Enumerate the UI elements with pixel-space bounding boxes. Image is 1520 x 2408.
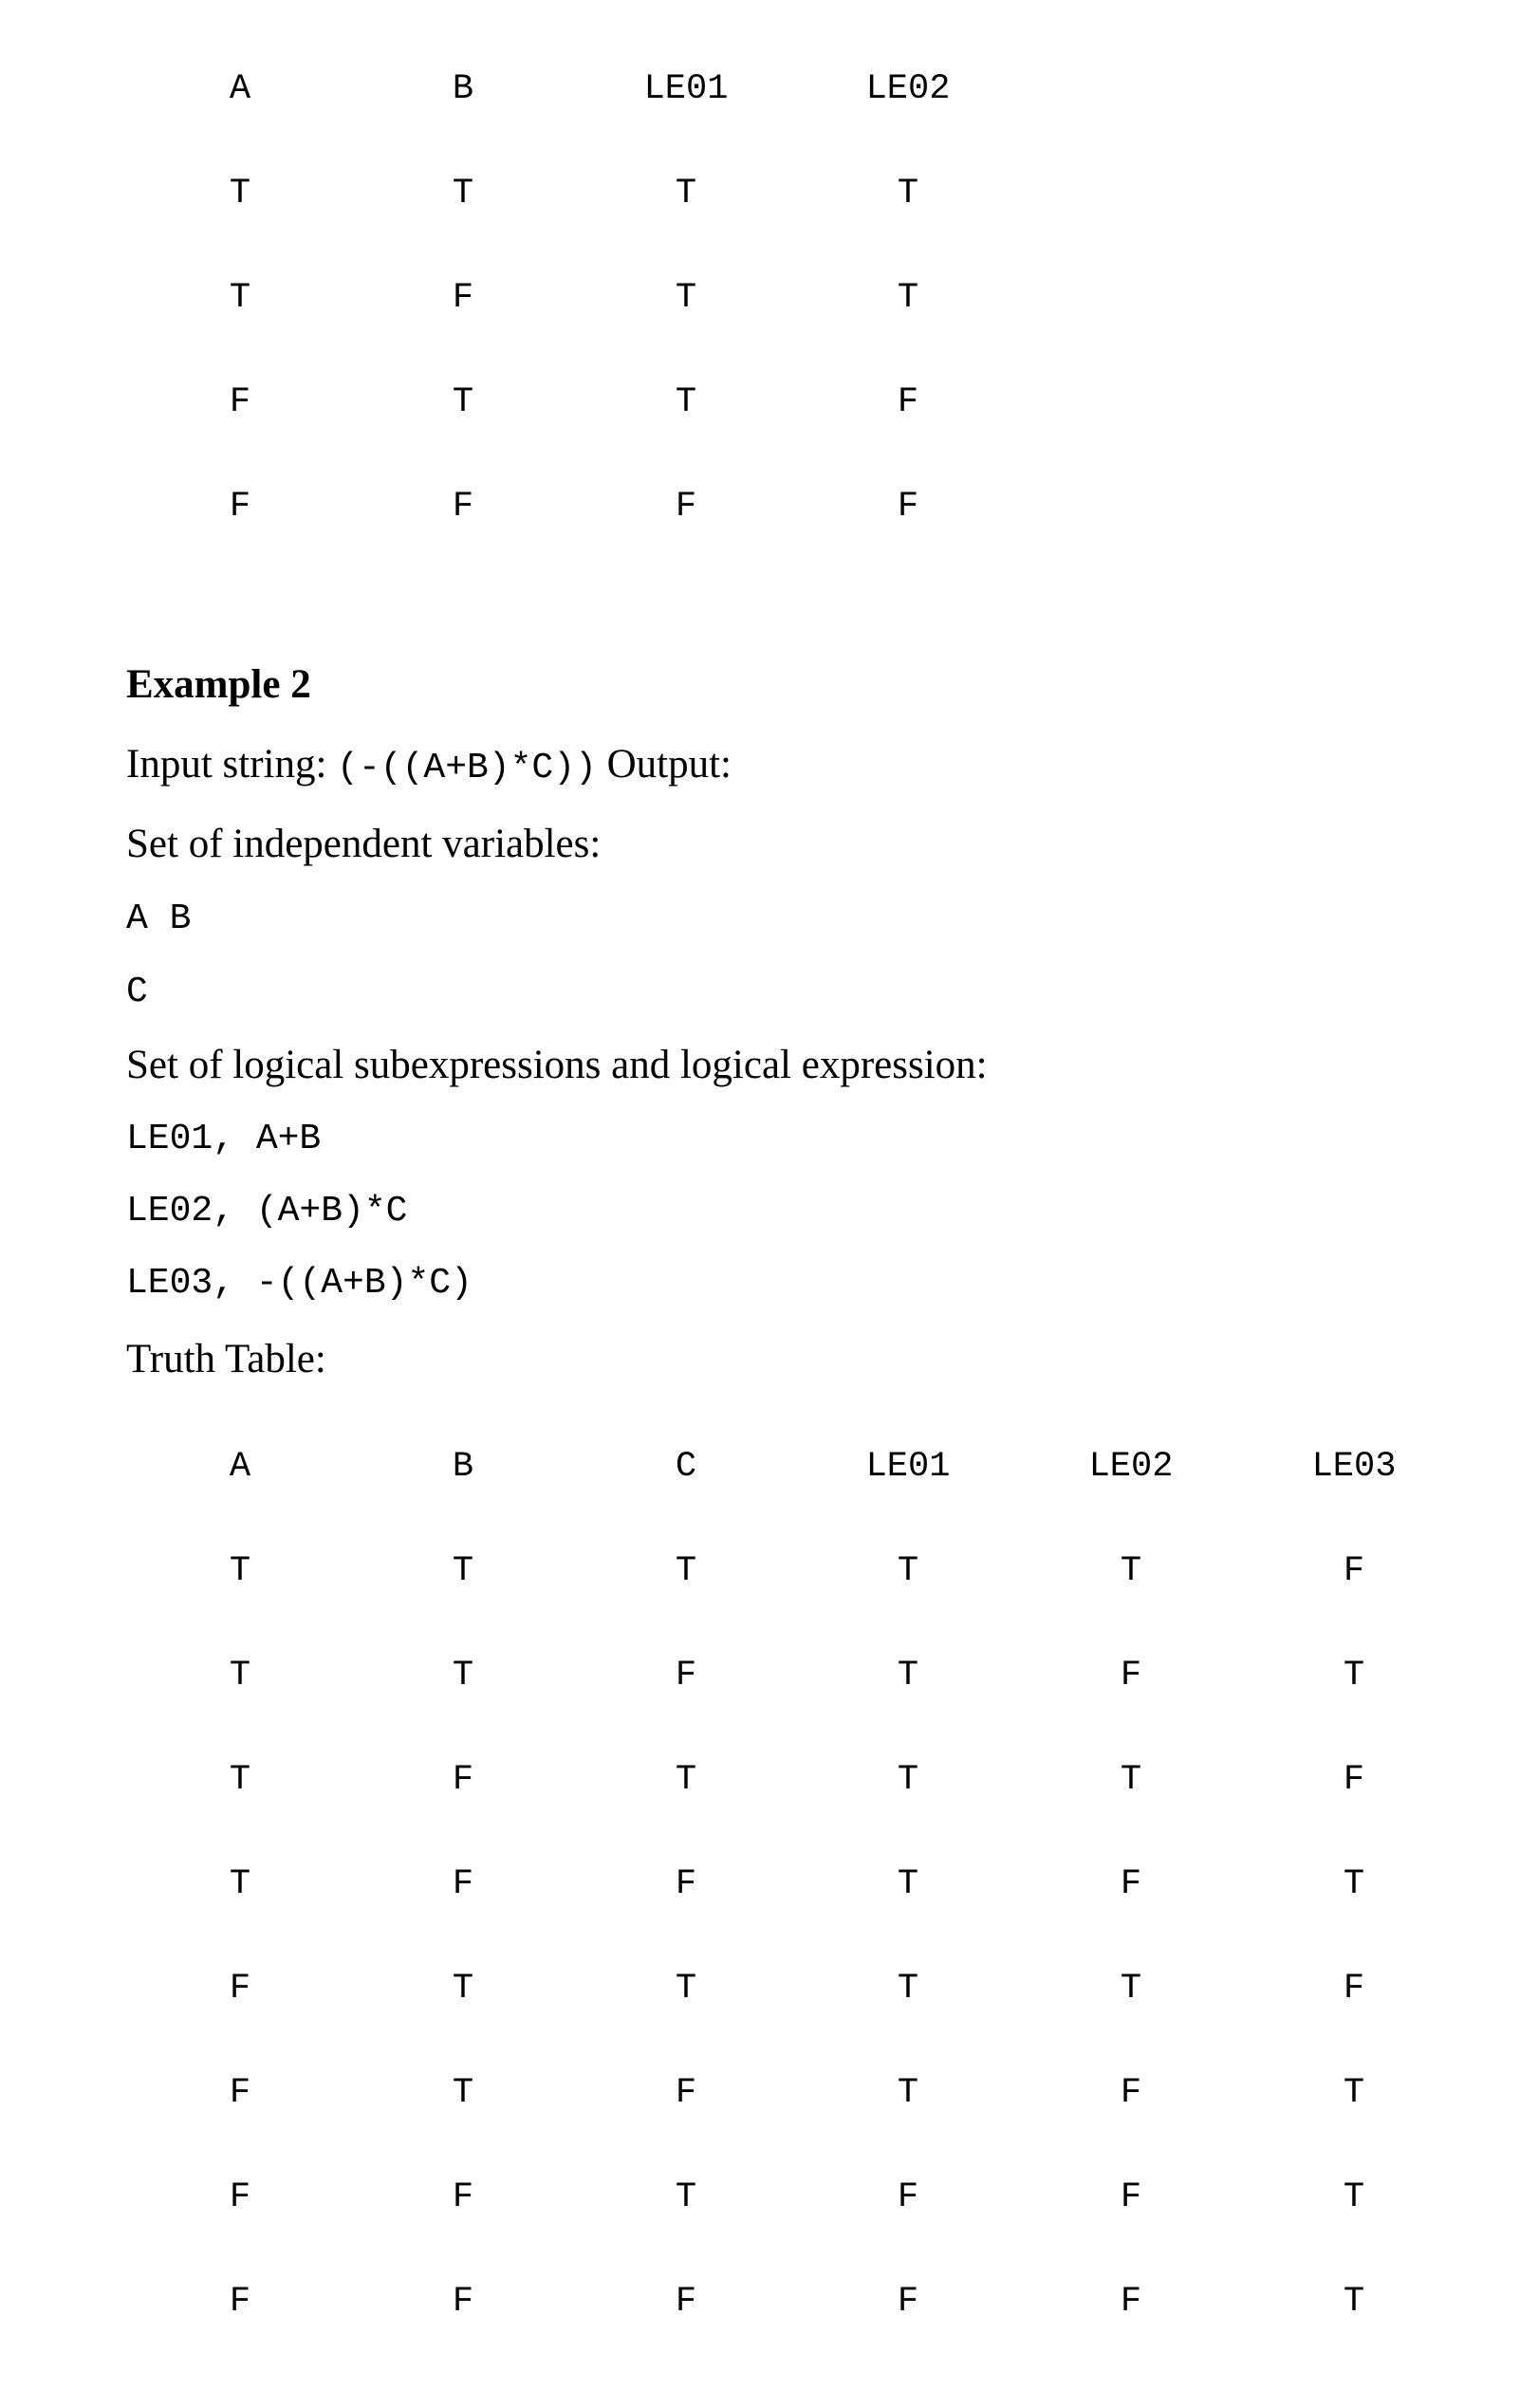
header-cell: LE02 — [865, 69, 951, 109]
table-row — [0, 1751, 1520, 1808]
table-row — [0, 478, 1520, 535]
table-cell: F — [229, 487, 251, 527]
table-cell: F — [229, 2177, 251, 2217]
table-cell: T — [452, 1656, 474, 1695]
table-row — [0, 1856, 1520, 1913]
table-header-row — [0, 61, 1520, 118]
table-cell: F — [452, 487, 474, 527]
input-string-label: Input string: — [126, 742, 327, 787]
table-cell: F — [675, 2282, 697, 2322]
input-string-line — [126, 738, 732, 795]
header-cell: B — [452, 69, 474, 109]
table-cell: F — [452, 2177, 474, 2217]
output-label: Output: — [606, 742, 732, 787]
table-cell: T — [229, 278, 251, 318]
table-cell: T — [452, 1551, 474, 1591]
table-cell: T — [675, 1551, 697, 1591]
table-cell: T — [1120, 1760, 1142, 1800]
table-cell: F — [452, 2282, 474, 2322]
table-cell: F — [229, 2073, 251, 2113]
table-cell: T — [1343, 1656, 1365, 1695]
table-cell: F — [452, 1864, 474, 1904]
table-cell: T — [675, 1969, 697, 2009]
header-cell: LE01 — [643, 69, 729, 109]
table-cell: F — [897, 2282, 919, 2322]
table-cell: T — [675, 278, 697, 318]
table-cell: T — [1120, 1969, 1142, 2009]
subexpressions-label: Set of logical subexpressions and logical expression: — [126, 1043, 988, 1087]
table-cell: F — [897, 382, 919, 422]
independent-variables-label: Set of independent variables: — [126, 822, 602, 866]
table-row — [0, 2065, 1520, 2121]
table-cell: T — [1120, 1551, 1142, 1591]
table-row — [0, 374, 1520, 431]
table-cell: F — [229, 382, 251, 422]
table-cell: T — [1343, 2282, 1365, 2322]
independent-variables-line: C — [126, 972, 148, 1012]
header-cell: C — [675, 1447, 697, 1487]
table-cell: T — [897, 2073, 919, 2113]
table-cell: T — [452, 2073, 474, 2113]
table-cell: F — [1343, 1760, 1365, 1800]
table-cell: T — [675, 174, 697, 213]
table-row — [0, 1960, 1520, 2017]
table-cell: T — [452, 382, 474, 422]
table-cell: F — [1120, 1656, 1142, 1695]
table-cell: T — [1343, 2073, 1365, 2113]
table-row — [0, 2273, 1520, 2330]
truth-table-label: Truth Table: — [126, 1337, 326, 1381]
table-cell: F — [675, 1864, 697, 1904]
table-cell: T — [897, 1969, 919, 2009]
table-cell: T — [1343, 2177, 1365, 2217]
header-cell: LE01 — [865, 1447, 951, 1487]
header-cell: A — [229, 1447, 251, 1487]
table-cell: F — [675, 1656, 697, 1695]
header-cell: B — [452, 1447, 474, 1487]
table-cell: T — [452, 1969, 474, 2009]
table-cell: T — [229, 1551, 251, 1591]
table-row — [0, 269, 1520, 326]
table-cell: F — [675, 487, 697, 527]
table-row — [0, 1647, 1520, 1704]
header-cell: A — [229, 69, 251, 109]
table-cell: F — [229, 2282, 251, 2322]
table-cell: F — [897, 487, 919, 527]
table-cell: F — [1120, 2177, 1142, 2217]
table-cell: T — [452, 174, 474, 213]
table-cell: F — [452, 1760, 474, 1800]
table-header-row — [0, 1438, 1520, 1495]
table-cell: T — [675, 382, 697, 422]
table-row — [0, 165, 1520, 222]
table-cell: T — [897, 1551, 919, 1591]
table-cell: F — [1343, 1969, 1365, 2009]
subexpression-line: LE03, -((A+B)*C) — [126, 1263, 473, 1304]
table-cell: T — [897, 1864, 919, 1904]
table-cell: F — [1120, 2282, 1142, 2322]
input-string-value: (-((A+B)*C)) — [337, 748, 597, 788]
table-cell: T — [897, 1656, 919, 1695]
independent-variables-line: A B — [126, 898, 192, 939]
table-row — [0, 2169, 1520, 2226]
table-cell: T — [229, 1760, 251, 1800]
table-cell: F — [675, 2073, 697, 2113]
table-cell: T — [229, 1864, 251, 1904]
table-cell: T — [675, 2177, 697, 2217]
header-cell: LE02 — [1088, 1447, 1174, 1487]
table-cell: T — [1343, 1864, 1365, 1904]
subexpression-line: LE02, (A+B)*C — [126, 1191, 408, 1232]
header-cell: LE03 — [1311, 1447, 1397, 1487]
table-cell: T — [675, 1760, 697, 1800]
subexpression-line: LE01, A+B — [126, 1119, 322, 1159]
example-heading: Example 2 — [126, 662, 311, 707]
table-row — [0, 1543, 1520, 1600]
table-cell: F — [1120, 1864, 1142, 1904]
table-cell: T — [229, 174, 251, 213]
table-cell: F — [1120, 2073, 1142, 2113]
table-cell: F — [1343, 1551, 1365, 1591]
table-cell: T — [897, 278, 919, 318]
table-cell: F — [897, 2177, 919, 2217]
table-cell: T — [229, 1656, 251, 1695]
table-cell: F — [452, 278, 474, 318]
table-cell: T — [897, 1760, 919, 1800]
table-cell: T — [897, 174, 919, 213]
table-cell: F — [229, 1969, 251, 2009]
